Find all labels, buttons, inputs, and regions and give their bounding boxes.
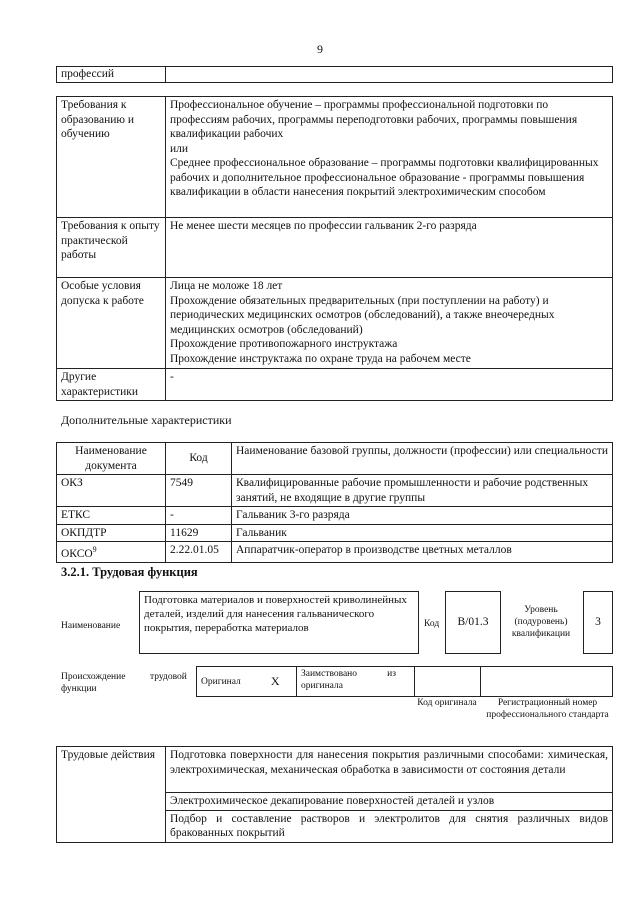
row-group-name: Гальваник [232,524,613,542]
col-header-code: Код [166,443,232,475]
top-fragment-right [166,67,613,83]
row-code: 2.22.01.05 [166,542,232,563]
level-label: Уровень (подуровень) квалификации [511,605,571,639]
row-code: 7549 [166,475,232,507]
req-experience-value [166,218,613,278]
page-number: 9 [317,42,323,56]
origin-table [196,666,613,697]
req-education-label: Требования к образованию и обучению [57,97,166,218]
top-fragment-table [56,66,613,83]
labor-actions-table [56,746,613,843]
req-special-line: Прохождение противопожарного инструктажа [170,338,398,350]
borrowed-text-b: из [387,669,396,679]
row-group-name: Аппаратчик-оператор в производстве цветных металлов [232,542,613,563]
req-education-value [166,97,613,218]
function-code-value: В/01.3 [446,592,501,654]
function-level-value: 3 [584,592,613,654]
row-document: ЕТКС [57,507,166,525]
reg-number-cell [481,667,613,697]
req-special-label: Особые условия допуска к работе [57,278,166,369]
req-special-line: Прохождение обязательных предварительных (при поступлении на работу) и периодических медицинских осмотров (обследований), а также внеочередных медицинских осмотров (обследований) [170,294,555,336]
labor-action-item: Электрохимическое декапирование поверхностей деталей и узлов [166,793,613,811]
req-other-value [166,369,613,401]
additional-table [56,442,613,563]
origin-label-b: трудовой [150,672,187,682]
req-education-line: Среднее профессиональное образование – программы подготовки квалифицированных рабочих и дополнительное профессиональное образование - программы повышения квалификации в области нанесения покрытий электрохимическим способом [170,157,599,198]
original-mark: X [255,667,297,697]
req-experience-line: Не менее шести месяцев по профессии гальваник 2-го разряда [170,220,477,232]
origin-label-c: функции [61,684,97,694]
function-level-table [583,591,613,654]
row-group-name: Квалифицированные рабочие промышленности и рабочие родственных занятий, не входящие в другие группы [232,475,613,507]
labor-action-item: Подготовка поверхности для нанесения покрытия различными способами: химическая, электрохимическая, механическая обработка в зависимости от состояния детали [166,747,613,793]
req-experience-label: Требования к опыту практической работы [57,218,166,278]
function-code-table [445,591,501,654]
row-code: 11629 [166,524,232,542]
row-document: ОКЗ [57,475,166,507]
row-document: ОКПДТР [57,524,166,542]
original-label: Оригинал [197,667,255,697]
function-name-value: Подготовка материалов и поверхностей криволинейных деталей, изделий для нанесения гальванического покрытия, переработка материалов [140,592,419,654]
borrowed-text-a: Заимствовано [301,669,358,679]
row-group-name: Гальваник 3-го разряда [232,507,613,525]
name-label: Наименование [61,621,121,631]
requirements-table [56,96,613,401]
labor-actions-label: Трудовые действия [57,747,166,843]
req-other-line: - [170,371,174,383]
req-special-line: Лица не моложе 18 лет [170,280,283,292]
top-fragment-left: профессий [57,67,166,83]
additional-heading: Дополнительные характеристики [61,413,232,427]
req-special-value [166,278,613,369]
code-label: Код [424,619,440,629]
row-code: - [166,507,232,525]
req-other-label: Другие характеристики [57,369,166,401]
borrowed-label [297,667,415,697]
row-document [57,542,166,563]
req-special-line: Прохождение инструктажа по охране труда на рабочем месте [170,352,471,365]
code-orig-caption: Код оригинала [417,698,477,708]
borrowed-text-c: оригинала [301,681,343,691]
row-document-text: ОКСО [61,547,93,560]
footnote-mark: 9 [92,545,97,554]
labor-action-item: Подбор и составление растворов и электролитов для снятия различных видов бракованных покрытий [166,810,613,842]
function-heading: 3.2.1. Трудовая функция [61,565,198,579]
function-name-table [139,591,419,654]
origin-label-a: Происхождение [61,672,126,682]
req-education-line: или [170,142,189,155]
reg-number-caption: Регистрационный номер профессионального стандарта [486,698,609,720]
col-header-document: Наименование документа [57,443,166,475]
col-header-group-name: Наименование базовой группы, должности (профессии) или специальности [232,443,613,475]
code-orig-cell [415,667,481,697]
req-education-line: Профессиональное обучение – программы профессиональной подготовки по профессиям рабочих, программы переподготовки рабочих, программы повышения квалификации рабочих [170,99,578,140]
